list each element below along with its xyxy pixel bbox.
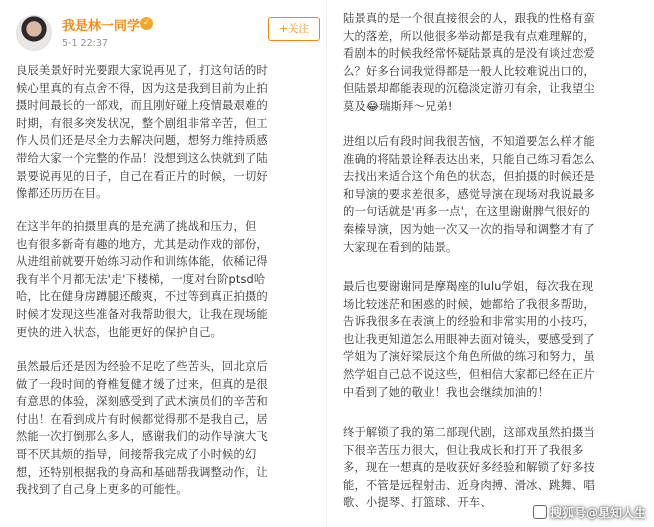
text-line: 像都还历历在目。 [16,187,108,201]
post-paragraph-6 [343,278,643,401]
text-line: 时期，有很多突发状况，整个剧组非常辛苦，但工 [16,116,268,130]
text-line: 作人员们还是尽全力去解决问题，想努力维持质感 [16,134,268,148]
text-line: 最后也要谢谢同是摩羯座的lulu学姐，每次我在现 [343,280,594,293]
text-line: 莫及😂瑞斯拜～兄弟! [343,99,453,113]
watermark [533,504,646,521]
text-line: 歌、小提琴、打篮球、开车、 [343,496,492,510]
sohu-logo-icon [533,505,547,519]
text-line: 也有很多新奇有趣的地方，尤其是动作戏的部份， [16,237,268,251]
text-line: 然能一次打倒那么多人，感谢我们的动作导演大飞 [16,430,268,444]
text-line: 告诉我很多在表演上的经验和非常实用的小技巧， [343,315,595,329]
username[interactable]: 我是林一同学 [62,19,141,34]
text-line: 想，还特别根据我的身高和基础帮我调整动作，让 [16,465,268,479]
text-line: 多，现在一想真的是收获好多经验和解锁了好多技 [343,461,595,475]
text-line: 然学姐自己总不说这些，但相信大家都已经在正片 [343,367,595,381]
text-line: 但陆景却都能表现的沉稳淡定游刃有余，让我望尘 [343,82,595,96]
text-line: 中看到了她的敬业！我也会继续加油的！ [343,385,550,399]
watermark-text: 搜狐号@星知人生 [549,506,646,520]
text-line: 摄时间最长的一部戏，而且刚好碰上疫情最艰难的 [16,99,268,113]
text-line: 大的落差，所以他很多举动都是我有点难理解的， [343,29,595,43]
text-line: 秦榛导演，因为她一次又一次的指导和调整才有了 [343,222,595,236]
text-line: 景要说再见的日子，自己在看正片的时候，一切好 [16,169,268,183]
post-header [16,12,320,58]
text-line: 进组以后有段时间我很苦恼，不知道要怎么样才能 [343,135,595,148]
text-line: 下很辛苦压力很大，但让我成长和打开了我很多 [343,443,584,457]
post-paragraph-1 [16,62,316,203]
text-line: 大家现在看到的陆景。 [343,240,458,254]
text-line: 虽然最后还是因为经验不足吃了些苦头，回北京后 [16,360,268,373]
post-paragraph-3 [16,358,316,499]
text-line: 场比较迷茫和困惑的时候，她都给了我很多帮助， [343,297,595,311]
text-line: 时候才发现这些准备对我帮助很大，让我在现场能 [16,307,268,321]
text-line: 看剧本的时候我经常怀疑陆景真的是没有谈过恋爱 [343,47,595,61]
post-paragraph-5 [343,133,643,256]
weibo-post-right [327,0,654,527]
post-paragraph-2 [16,218,316,341]
text-line: 带给大家一个完整的作品！没想到这么快就到了陆 [16,151,268,165]
text-line: 良辰美景好时光要跟大家说再见了，打这句话的时 [16,64,268,77]
text-line: 准确的将陆景诠释表达出来，只能自己练习看怎么 [343,152,595,166]
text-line: 和导演的要求差很多，感觉导演在现场对我说最多 [343,187,595,201]
follow-button[interactable]: +关注 [268,17,320,41]
text-line: 我有半个月都无法'走'下楼梯，一度对台阶ptsd哈 [16,272,266,286]
post-paragraph-4 [343,10,643,116]
post-time: 5-1 22:37 [62,38,108,49]
text-line: 的一句话就是'再多一点'，在这里谢谢脾气很好的 [343,205,590,219]
text-line: 付出！在看到成片有时候都觉得那不是我自己，居 [16,412,268,426]
text-line: 更快的进入状态，也能更好的保护自己。 [16,325,223,339]
text-line: 哥不厌其烦的指导，间接帮我完成了小时候的幻 [16,447,257,461]
text-line: 候心里真的有点舍不得，因为这是我到目前为止拍 [16,81,268,95]
text-line: 终于解锁了我的第二部现代剧，这部戏虽然拍摄当 [343,426,595,439]
verified-badge-icon: ✓ [140,17,153,30]
text-line: 学姐为了演好梁辰这个角色所做的练习和努力，虽 [343,350,595,364]
text-line: 有意思的体验，深刻感受到了武术演员们的辛苦和 [16,395,268,409]
text-line: 也让我更知道怎么用眼神去面对镜头，要感受到了 [343,332,595,346]
text-line: 做了一段时间的脊椎复健才缓了过来，但真的是很 [16,377,268,391]
text-line: 去找出来适合这个角色的状态，但拍摄的时候还是 [343,170,595,184]
text-line: 能，不管是远程射击、近身肉搏、滑冰、跳舞、唱 [343,478,595,492]
text-line: 哈，比在健身房蹲腿还酸爽，不过等到真正拍摄的 [16,290,268,304]
avatar[interactable] [16,15,52,51]
text-line: 么？好多台词我觉得都是一般人比较难说出口的， [343,64,595,78]
post-paragraph-7 [343,424,643,512]
text-line: 在这半年的拍摄里真的是充满了挑战和压力，但 [16,220,257,233]
text-line: 陆景真的是一个很直接很会的人，跟我的性格有蛮 [343,12,595,25]
text-line: 我找到了自己身上更多的可能性。 [16,483,188,497]
text-line: 从进组前就要开始练习动作和训练体能，依稀记得 [16,255,268,269]
